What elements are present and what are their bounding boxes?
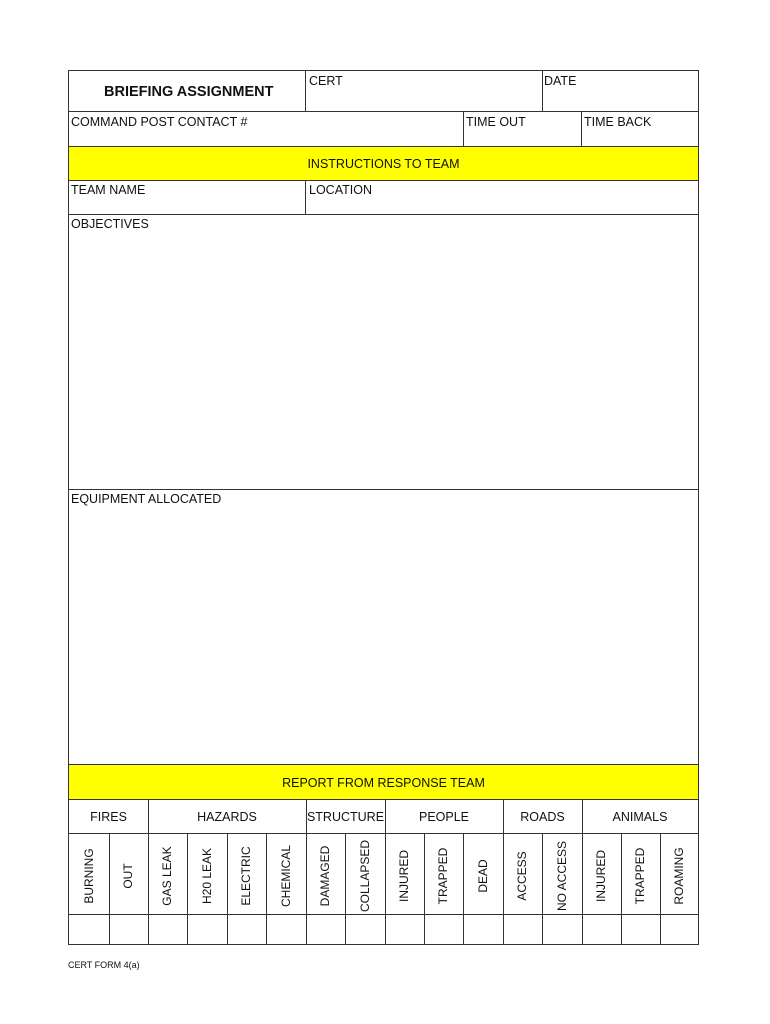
objectives-label: OBJECTIVES (71, 217, 149, 231)
equipment-label: EQUIPMENT ALLOCATED (71, 492, 222, 506)
objectives-field[interactable] (69, 231, 698, 489)
team-name-field[interactable] (69, 195, 305, 214)
column-label-collapsed: COLLAPSED (358, 839, 372, 913)
entry-cell-animals-trapped[interactable] (622, 915, 660, 945)
time-out-label: TIME OUT (466, 115, 526, 129)
date-field[interactable] (543, 87, 698, 111)
entry-cell-no-access[interactable] (543, 915, 582, 945)
time-back-field[interactable] (582, 127, 698, 146)
category-roads: ROADS (520, 810, 565, 824)
entry-cell-electric[interactable] (228, 915, 266, 945)
cert-field-label: CERT (309, 74, 343, 88)
location-field[interactable] (306, 195, 698, 214)
briefing-form (68, 70, 699, 945)
column-label-h20-leak: H20 LEAK (200, 847, 214, 905)
category-animals: ANIMALS (612, 810, 668, 824)
instructions-heading: INSTRUCTIONS TO TEAM (307, 157, 460, 171)
column-label-damaged: DAMAGED (318, 845, 332, 907)
entry-cell-damaged[interactable] (307, 915, 345, 945)
category-fires: FIRES (90, 810, 127, 824)
divider (69, 180, 698, 181)
entry-cell-animals-injured[interactable] (583, 915, 621, 945)
column-label-access: ACCESS (515, 851, 529, 901)
entry-cell-burning[interactable] (69, 915, 109, 945)
entry-cell-people-injured[interactable] (386, 915, 424, 945)
column-label-animals-injured: INJURED (594, 849, 608, 903)
category-structure: STRUCTURE (306, 810, 385, 824)
column-label-dead: DEAD (476, 859, 490, 893)
divider (69, 799, 698, 800)
column-label-roaming: ROAMING (672, 847, 686, 905)
entry-cell-h20-leak[interactable] (188, 915, 227, 945)
time-out-field[interactable] (464, 127, 581, 146)
column-label-no-access: NO ACCESS (555, 840, 569, 912)
entry-cell-roaming[interactable] (661, 915, 698, 945)
column-label-chemical: CHEMICAL (279, 844, 293, 908)
cert-field[interactable] (306, 87, 542, 111)
equipment-field[interactable] (69, 506, 698, 764)
column-label-electric: ELECTRIC (239, 846, 253, 906)
entry-cell-people-trapped[interactable] (425, 915, 463, 945)
command-post-field[interactable] (69, 127, 463, 146)
column-label-people-injured: INJURED (397, 849, 411, 903)
team-name-label: TEAM NAME (71, 183, 146, 197)
command-post-label: COMMAND POST CONTACT # (71, 115, 248, 129)
report-heading: REPORT FROM RESPONSE TEAM (282, 776, 485, 790)
entry-cell-gas-leak[interactable] (149, 915, 187, 945)
category-people: PEOPLE (418, 810, 470, 824)
category-hazards: HAZARDS (197, 810, 257, 824)
divider (69, 833, 698, 834)
entry-cell-dead[interactable] (464, 915, 503, 945)
form-title: BRIEFING ASSIGNMENT (104, 84, 274, 100)
column-label-burning: BURNING (82, 848, 96, 904)
column-label-gas-leak: GAS LEAK (160, 846, 174, 906)
date-field-label: DATE (544, 74, 577, 88)
column-label-people-trapped: TRAPPED (436, 847, 450, 905)
divider (69, 111, 698, 112)
location-label: LOCATION (309, 183, 372, 197)
time-back-label: TIME BACK (584, 115, 652, 129)
column-label-animals-trapped: TRAPPED (633, 847, 647, 905)
divider (69, 214, 698, 215)
column-label-out: OUT (121, 863, 135, 889)
entry-cell-collapsed[interactable] (346, 915, 385, 945)
entry-cell-chemical[interactable] (267, 915, 306, 945)
form-id-footer: CERT FORM 4(a) (68, 960, 140, 970)
entry-cell-access[interactable] (504, 915, 542, 945)
divider (69, 489, 698, 490)
entry-cell-out[interactable] (110, 915, 148, 945)
